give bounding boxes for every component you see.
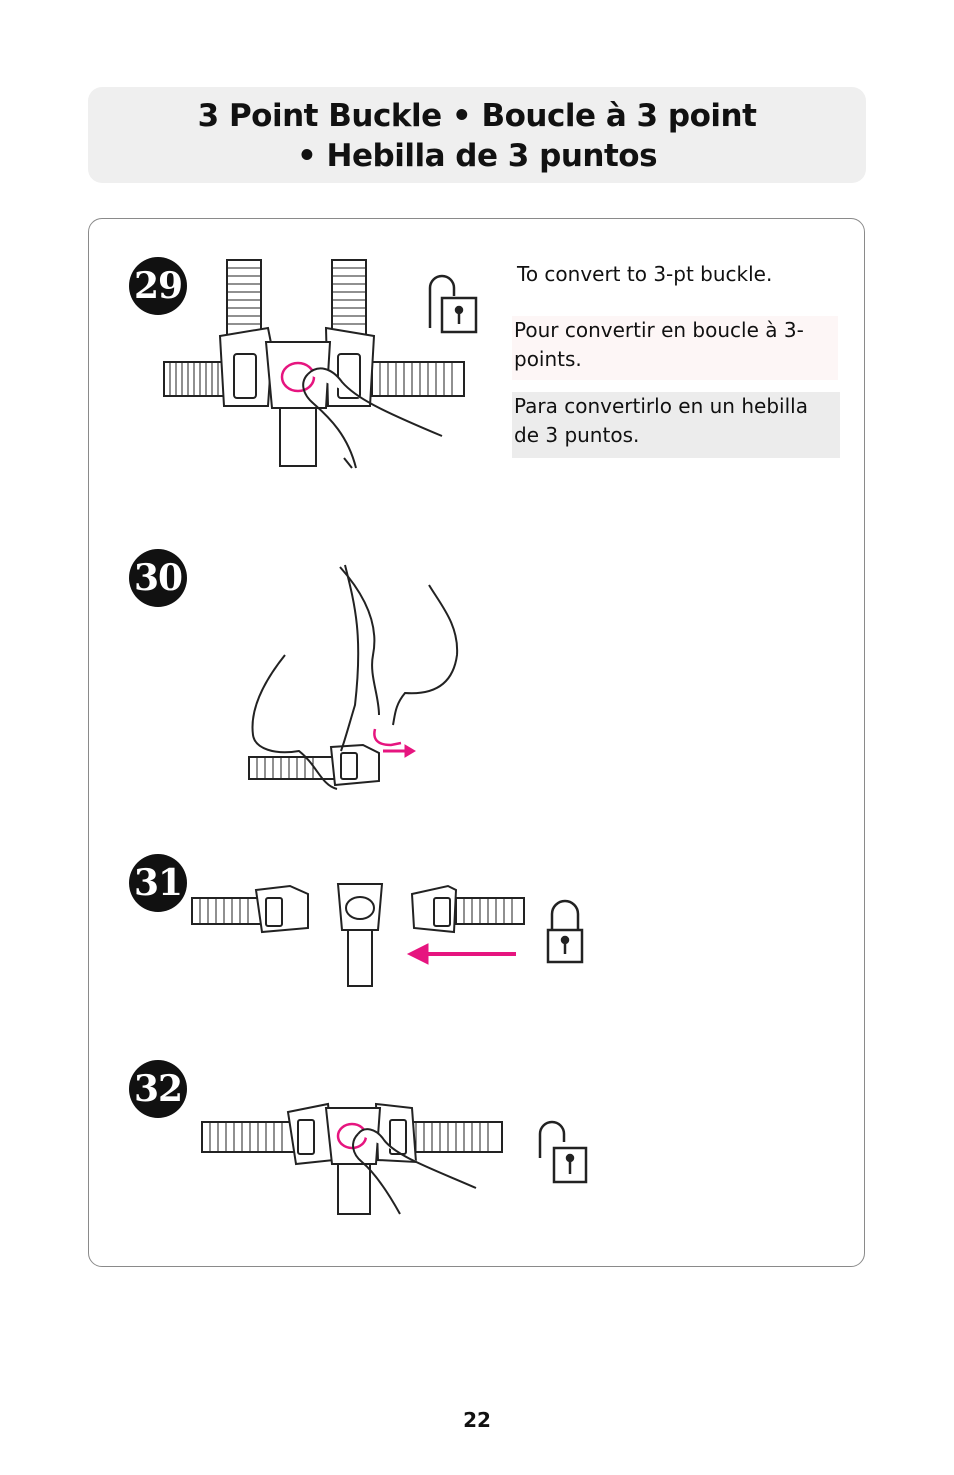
step-29-buckle-illustration — [160, 258, 470, 470]
locked-padlock-icon — [548, 901, 582, 962]
page-number: 22 — [463, 1408, 491, 1432]
header-title-line2: • Hebilla de 3 puntos — [296, 138, 658, 174]
instruction-french: Pour convertir en boucle à 3-points. — [512, 316, 838, 380]
step-number-31: 31 — [129, 854, 187, 912]
step-number-30: 30 — [129, 549, 187, 607]
section-header — [88, 87, 866, 183]
header-title-line1: 3 Point Buckle • Boucle à 3 point — [197, 98, 757, 134]
unlocked-padlock-icon — [430, 276, 476, 332]
step-number-29: 29 — [129, 257, 187, 315]
step-31-buckle-parts-illustration — [190, 878, 590, 990]
instruction-english: To convert to 3-pt buckle. — [517, 262, 773, 286]
step-number-32: 32 — [129, 1060, 187, 1118]
step-32-buckle-illustration — [200, 1100, 590, 1220]
step-30-hands-illustration — [245, 565, 465, 795]
instruction-spanish: Para convertirlo en un hebilla de 3 puntos. — [512, 392, 840, 458]
unlocked-padlock-icon — [540, 1122, 586, 1182]
